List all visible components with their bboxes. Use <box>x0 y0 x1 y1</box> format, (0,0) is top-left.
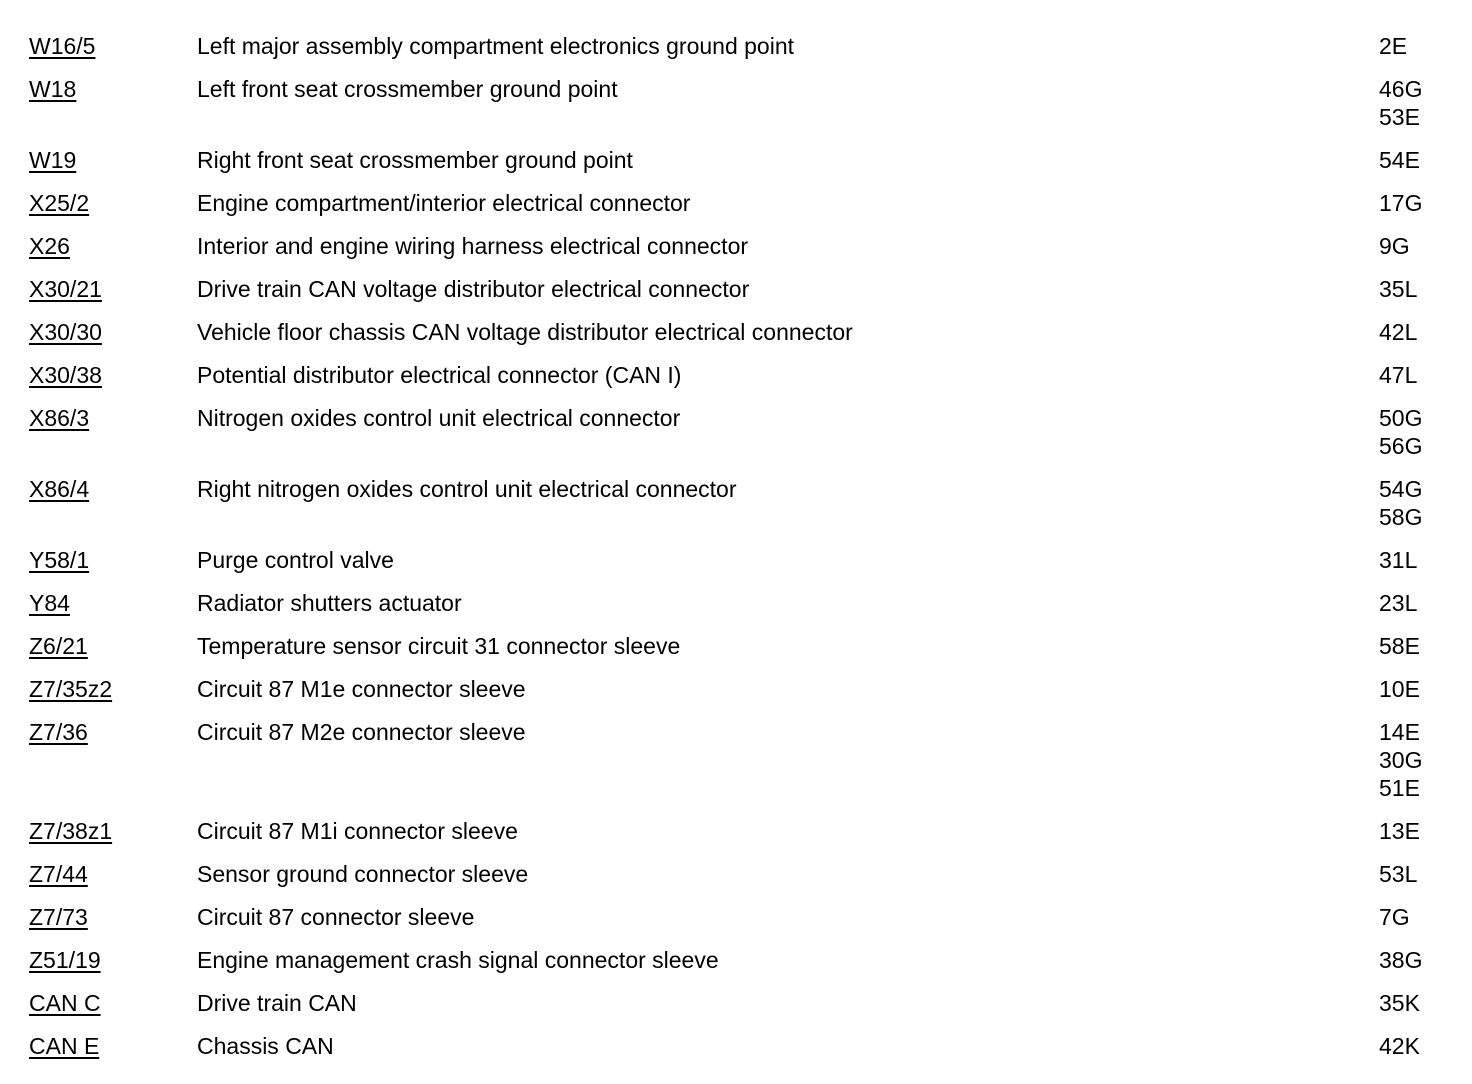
grid-location: 50G <box>1379 405 1423 431</box>
component-description: Engine management crash signal connector sleeve <box>197 947 719 973</box>
component-code-link[interactable]: X30/30 <box>29 319 102 345</box>
grid-locations <box>1379 718 1422 802</box>
grid-location: 38G <box>1379 947 1423 973</box>
grid-location: 56G <box>1379 433 1423 459</box>
legend-row <box>0 361 1472 389</box>
component-code-link[interactable]: CAN C <box>29 990 101 1016</box>
component-description: Sensor ground connector sleeve <box>197 861 529 887</box>
grid-locations <box>1379 860 1417 888</box>
component-description: Radiator shutters actuator <box>197 590 462 616</box>
component-code-link[interactable]: Z51/19 <box>29 947 101 973</box>
grid-locations <box>1379 546 1417 574</box>
grid-location: 30G <box>1379 747 1423 773</box>
component-code-link[interactable]: W16/5 <box>29 33 96 59</box>
grid-locations <box>1379 946 1422 974</box>
legend-row <box>0 475 1472 531</box>
legend-row <box>0 318 1472 346</box>
component-description: Temperature sensor circuit 31 connector sleeve <box>197 633 681 659</box>
grid-locations <box>1379 589 1417 617</box>
grid-locations <box>1379 146 1420 174</box>
grid-location: 14E <box>1379 719 1420 745</box>
component-code-link[interactable]: Z7/35z2 <box>29 676 113 702</box>
legend-row <box>0 275 1472 303</box>
legend-row <box>0 146 1472 174</box>
grid-location: 47L <box>1379 362 1418 388</box>
component-description: Right front seat crossmember ground point <box>197 147 633 173</box>
component-code-link[interactable]: W19 <box>29 147 77 173</box>
component-code-link[interactable]: Y84 <box>29 590 70 616</box>
component-code-link[interactable]: Y58/1 <box>29 547 90 573</box>
component-code-link[interactable]: X86/4 <box>29 476 90 502</box>
component-description: Circuit 87 M1e connector sleeve <box>197 676 526 702</box>
component-code-link[interactable]: X30/38 <box>29 362 102 388</box>
grid-locations <box>1379 903 1410 931</box>
grid-locations <box>1379 1032 1420 1060</box>
grid-locations <box>1379 189 1422 217</box>
legend-row <box>0 675 1472 703</box>
legend-row <box>0 189 1472 217</box>
legend-row <box>0 989 1472 1017</box>
component-description: Left major assembly compartment electronics ground point <box>197 33 795 59</box>
grid-location: 17G <box>1379 190 1423 216</box>
grid-location: 42K <box>1379 1033 1420 1059</box>
legend-row <box>0 946 1472 974</box>
grid-location: 58G <box>1379 504 1423 530</box>
grid-location: 2E <box>1379 33 1408 59</box>
component-code-link[interactable]: W18 <box>29 76 77 102</box>
grid-location: 54G <box>1379 476 1423 502</box>
grid-locations <box>1379 75 1422 131</box>
component-description: Circuit 87 connector sleeve <box>197 904 475 930</box>
grid-location: 9G <box>1379 233 1410 259</box>
grid-locations <box>1379 232 1410 260</box>
component-code-link[interactable]: X25/2 <box>29 190 90 216</box>
component-description: Vehicle floor chassis CAN voltage distributor electrical connector <box>197 319 853 345</box>
component-description: Potential distributor electrical connector (CAN I) <box>197 362 682 388</box>
component-description: Drive train CAN voltage distributor electrical connector <box>197 276 750 302</box>
grid-location: 35K <box>1379 990 1420 1016</box>
grid-location: 54E <box>1379 147 1420 173</box>
component-description: Purge control valve <box>197 547 394 573</box>
component-code-link[interactable]: Z7/38z1 <box>29 818 113 844</box>
component-description: Left front seat crossmember ground point <box>197 76 618 102</box>
component-code-link[interactable]: CAN E <box>29 1033 100 1059</box>
legend-row <box>0 546 1472 574</box>
grid-locations <box>1379 318 1417 346</box>
legend-row <box>0 860 1472 888</box>
component-code-link[interactable]: Z7/73 <box>29 904 88 930</box>
component-code-link[interactable]: X86/3 <box>29 405 90 431</box>
legend-row <box>0 718 1472 802</box>
legend-row <box>0 404 1472 460</box>
legend-row <box>0 1032 1472 1060</box>
grid-location: 46G <box>1379 76 1423 102</box>
legend-row <box>0 232 1472 260</box>
component-code-link[interactable]: Z7/36 <box>29 719 88 745</box>
component-code-link[interactable]: Z7/44 <box>29 861 88 887</box>
grid-location: 31L <box>1379 547 1418 573</box>
legend-row <box>0 817 1472 845</box>
component-description: Circuit 87 M2e connector sleeve <box>197 719 526 745</box>
grid-location: 13E <box>1379 818 1420 844</box>
grid-locations <box>1379 989 1420 1017</box>
component-code-link[interactable]: X30/21 <box>29 276 102 302</box>
component-description: Interior and engine wiring harness electrical connector <box>197 233 749 259</box>
grid-location: 23L <box>1379 590 1418 616</box>
component-description: Drive train CAN <box>197 990 357 1016</box>
grid-locations <box>1379 32 1407 60</box>
legend-row <box>0 75 1472 131</box>
grid-locations <box>1379 275 1417 303</box>
grid-locations <box>1379 361 1417 389</box>
grid-location: 53L <box>1379 861 1418 887</box>
grid-location: 42L <box>1379 319 1418 345</box>
grid-location: 58E <box>1379 633 1420 659</box>
grid-locations <box>1379 475 1422 531</box>
grid-location: 10E <box>1379 676 1420 702</box>
grid-location: 51E <box>1379 775 1420 801</box>
component-description: Right nitrogen oxides control unit electrical connector <box>197 476 737 502</box>
component-description: Nitrogen oxides control unit electrical connector <box>197 405 681 431</box>
component-description: Chassis CAN <box>197 1033 334 1059</box>
grid-location: 7G <box>1379 904 1410 930</box>
component-description: Engine compartment/interior electrical connector <box>197 190 691 216</box>
grid-locations <box>1379 632 1420 660</box>
component-code-link[interactable]: X26 <box>29 233 70 259</box>
grid-location: 35L <box>1379 276 1418 302</box>
component-code-link[interactable]: Z6/21 <box>29 633 88 659</box>
legend-row <box>0 32 1472 60</box>
legend-row <box>0 903 1472 931</box>
legend-row <box>0 632 1472 660</box>
legend-row <box>0 589 1472 617</box>
grid-location: 53E <box>1379 104 1420 130</box>
grid-locations <box>1379 817 1420 845</box>
grid-locations <box>1379 675 1420 703</box>
component-description: Circuit 87 M1i connector sleeve <box>197 818 518 844</box>
grid-locations <box>1379 404 1422 460</box>
